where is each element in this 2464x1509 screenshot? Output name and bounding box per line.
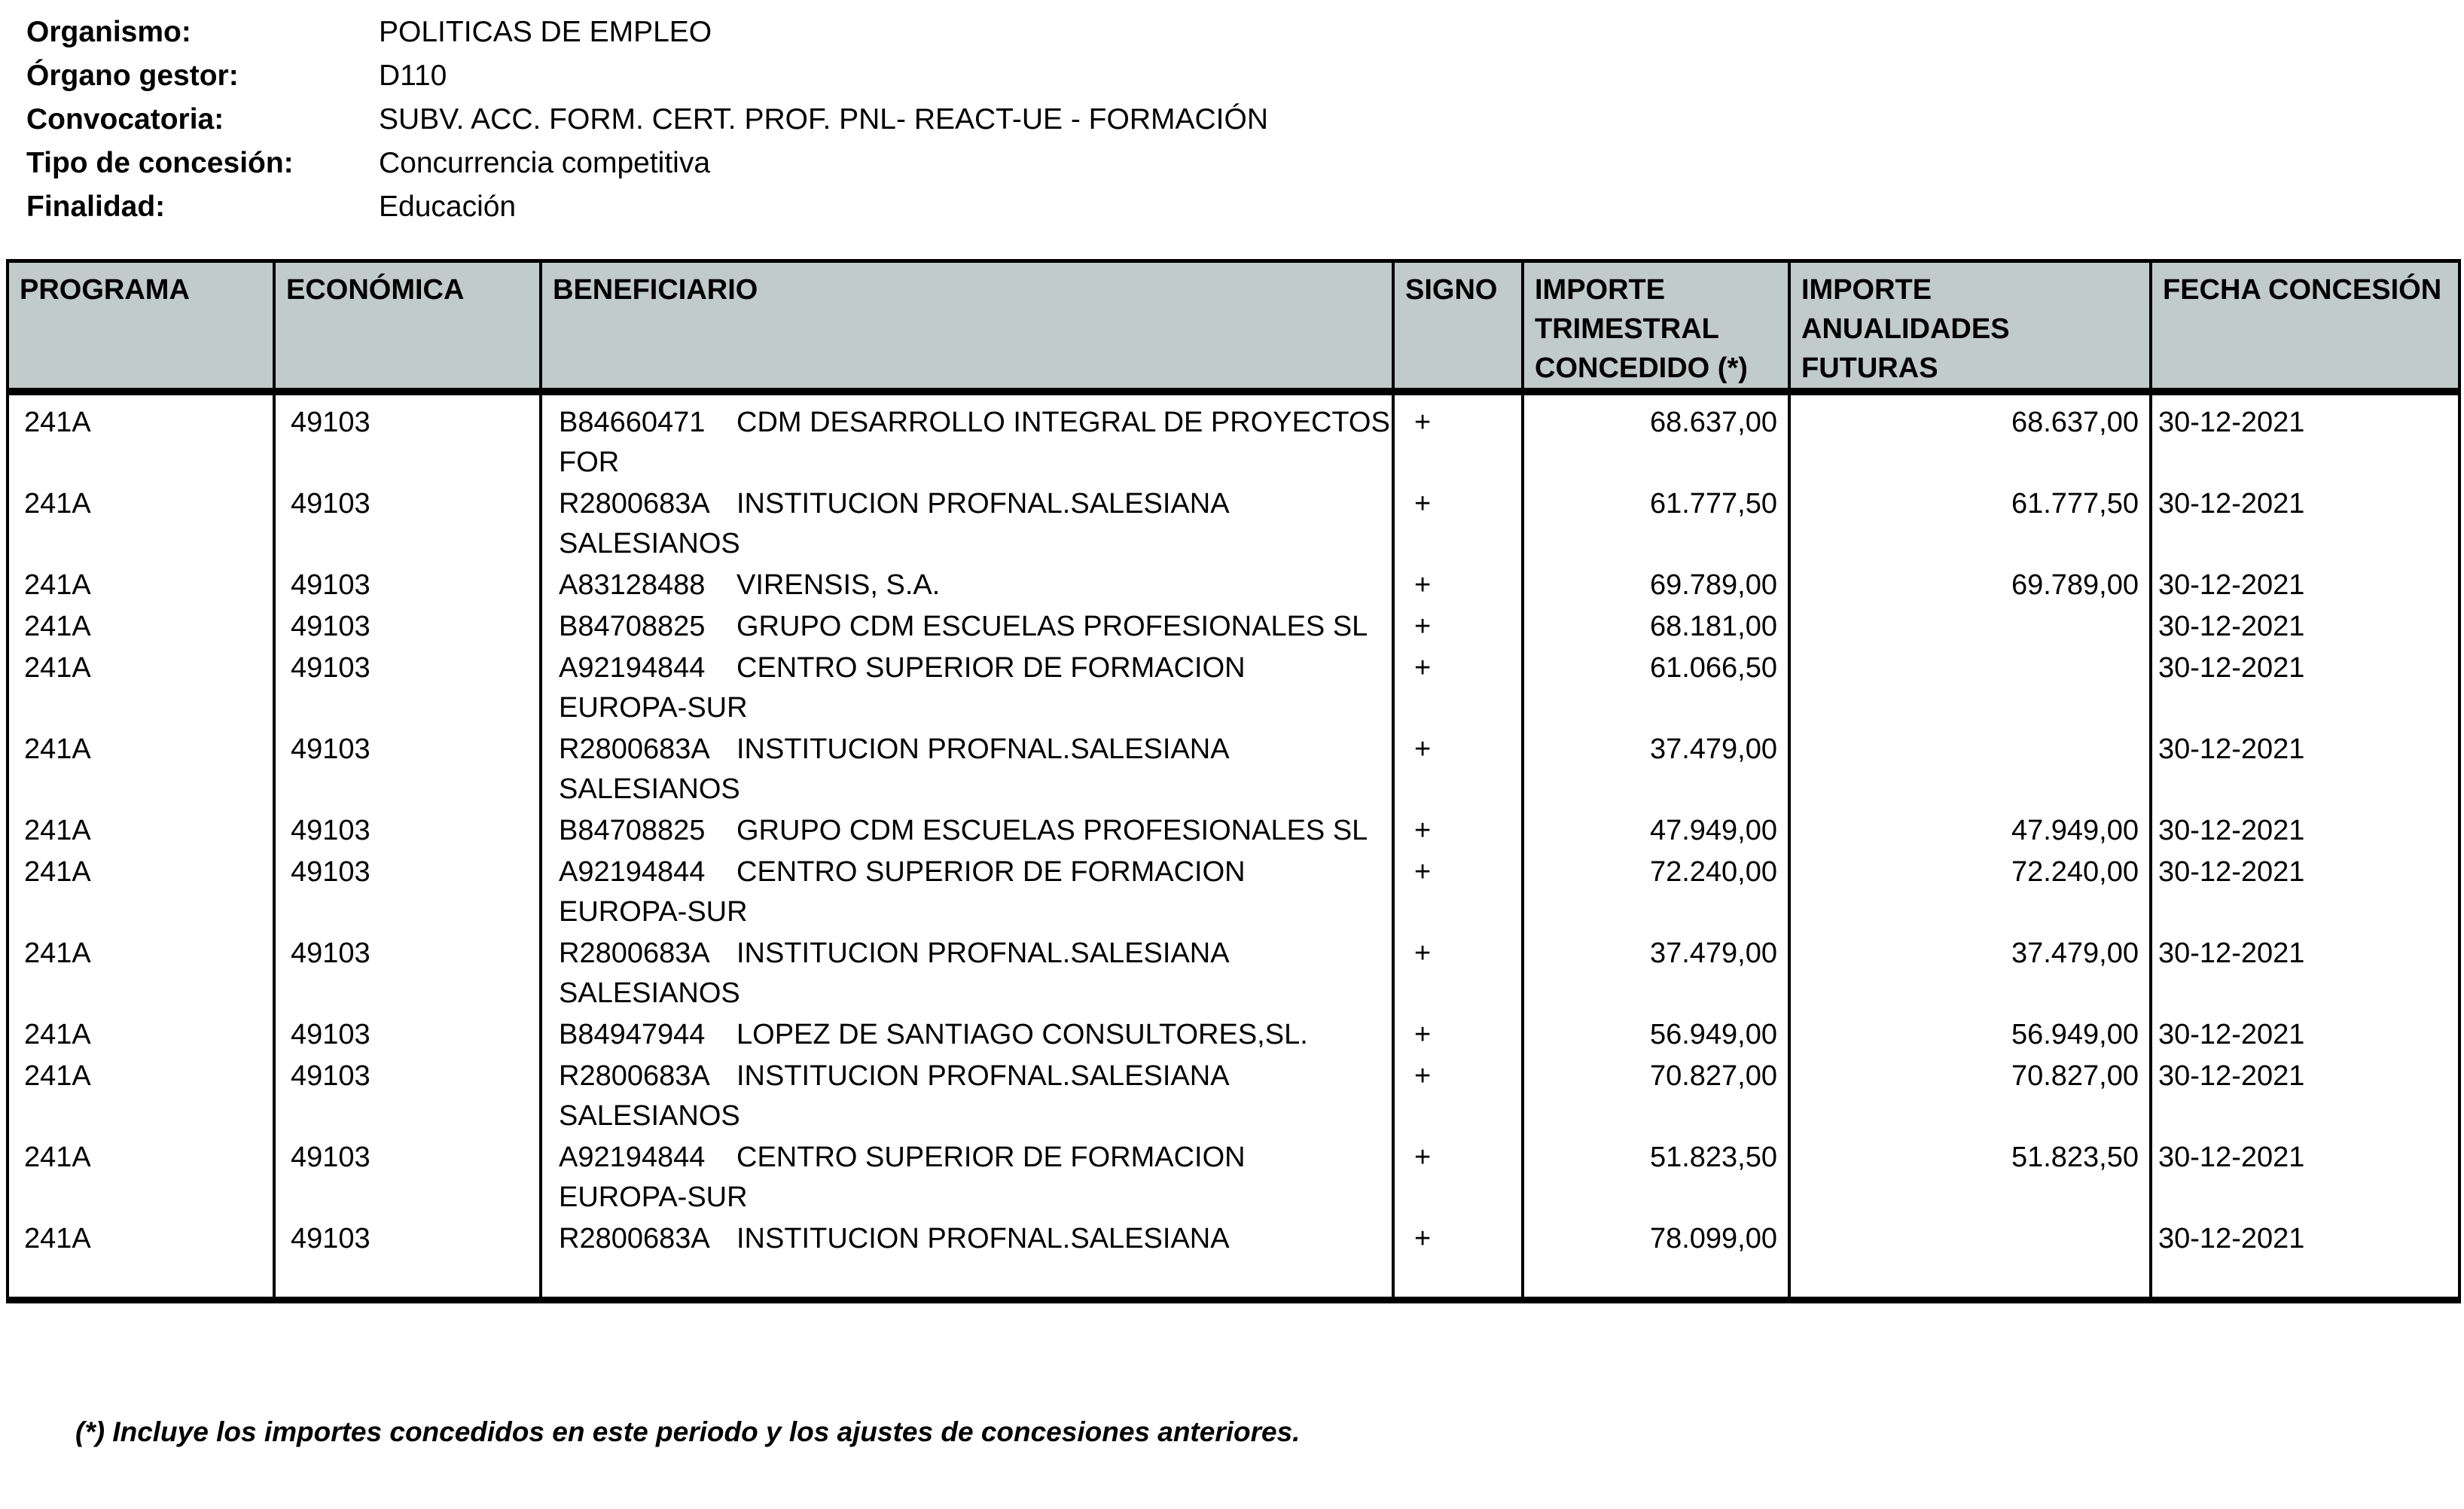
cell-fecha-concesion: 30-12-2021 [2151, 809, 2459, 851]
beneficiario-name-line2: EUROPA-SUR [559, 896, 748, 928]
cell-programa: 241A [8, 605, 274, 647]
beneficiario-name-line2: SALESIANOS [559, 977, 740, 1009]
grants-table [6, 259, 2461, 1303]
beneficiario-cif: R2800683A [559, 488, 710, 520]
cell-programa: 241A [8, 1136, 274, 1218]
header-cell-fecha-concesion [2151, 261, 2459, 392]
beneficiario-name-line2: SALESIANOS [559, 773, 740, 805]
cell-importe-trimestral: 68.637,00 [1523, 392, 1789, 483]
header-label: FECHA CONCESIÓN [2163, 274, 2442, 306]
cell-importe-trimestral: 68.181,00 [1523, 605, 1789, 647]
cell-beneficiario [541, 1218, 1393, 1300]
cell-programa: 241A [8, 564, 274, 605]
cell-importe-trimestral: 70.827,00 [1523, 1055, 1789, 1136]
cell-importe-trimestral: 61.066,50 [1523, 647, 1789, 728]
cell-economica: 49103 [274, 809, 541, 851]
table-row [8, 1014, 2459, 1055]
cell-fecha-concesion: 30-12-2021 [2151, 728, 2459, 809]
cell-signo: + [1393, 564, 1523, 605]
cell-importe-trimestral: 47.949,00 [1523, 809, 1789, 851]
beneficiario-cif: A92194844 [559, 1142, 706, 1173]
cell-fecha-concesion: 30-12-2021 [2151, 932, 2459, 1014]
cell-importe-anualidades: 51.823,50 [1789, 1136, 2151, 1218]
cell-fecha-concesion: 30-12-2021 [2151, 392, 2459, 483]
table-row [8, 483, 2459, 564]
header-label: IMPORTE [1535, 274, 1666, 306]
cell-economica: 49103 [274, 1136, 541, 1218]
beneficiario-line1 [559, 484, 1392, 524]
table-row [8, 1218, 2459, 1300]
beneficiario-line1 [559, 403, 1392, 443]
cell-fecha-concesion: 30-12-2021 [2151, 1055, 2459, 1136]
cell-fecha-concesion: 30-12-2021 [2151, 851, 2459, 932]
cell-beneficiario [541, 647, 1393, 728]
cell-signo: + [1393, 392, 1523, 483]
cell-economica: 49103 [274, 392, 541, 483]
cell-programa: 241A [8, 728, 274, 809]
cell-signo: + [1393, 1218, 1523, 1300]
meta-value: D110 [379, 59, 447, 92]
cell-programa: 241A [8, 483, 274, 564]
cell-importe-anualidades [1789, 647, 2151, 728]
meta-label: Convocatoria: [26, 103, 224, 136]
cell-fecha-concesion: 30-12-2021 [2151, 1218, 2459, 1300]
table-row [8, 1055, 2459, 1136]
beneficiario-cif: R2800683A [559, 1060, 710, 1092]
cell-signo: + [1393, 647, 1523, 728]
table-row [8, 809, 2459, 851]
cell-economica: 49103 [274, 605, 541, 647]
meta-field-convocatoria [26, 98, 2464, 142]
beneficiario-name: INSTITUCION PROFNAL.SALESIANA [736, 937, 1230, 969]
meta-field-organismo [26, 11, 2464, 54]
grants-table-body [8, 392, 2459, 1300]
cell-fecha-concesion: 30-12-2021 [2151, 605, 2459, 647]
cell-importe-anualidades: 70.827,00 [1789, 1055, 2151, 1136]
cell-economica: 49103 [274, 851, 541, 932]
cell-importe-anualidades: 68.637,00 [1789, 392, 2151, 483]
cell-fecha-concesion: 30-12-2021 [2151, 1136, 2459, 1218]
beneficiario-name-line2: FOR [559, 447, 620, 478]
beneficiario-cif: B84708825 [559, 815, 706, 846]
cell-fecha-concesion: 30-12-2021 [2151, 1014, 2459, 1055]
header-label: PROGRAMA [20, 274, 190, 306]
beneficiario-name: CENTRO SUPERIOR DE FORMACION [736, 652, 1246, 684]
beneficiario-line1 [559, 607, 1392, 647]
beneficiario-name: VIRENSIS, S.A. [736, 569, 941, 601]
beneficiario-name: INSTITUCION PROFNAL.SALESIANA [736, 733, 1230, 765]
cell-importe-trimestral: 37.479,00 [1523, 932, 1789, 1014]
beneficiario-line1 [559, 565, 1392, 605]
cell-programa: 241A [8, 1014, 274, 1055]
beneficiario-cif: R2800683A [559, 733, 710, 765]
header-label: ECONÓMICA [286, 274, 465, 306]
cell-fecha-concesion: 30-12-2021 [2151, 564, 2459, 605]
meta-label: Organismo: [26, 16, 191, 48]
cell-signo: + [1393, 728, 1523, 809]
cell-programa: 241A [8, 1055, 274, 1136]
cell-importe-anualidades: 72.240,00 [1789, 851, 2151, 932]
table-row [8, 932, 2459, 1014]
table-row [8, 605, 2459, 647]
beneficiario-name: INSTITUCION PROFNAL.SALESIANA [736, 1060, 1230, 1092]
cell-fecha-concesion: 30-12-2021 [2151, 483, 2459, 564]
cell-economica: 49103 [274, 1055, 541, 1136]
cell-beneficiario [541, 851, 1393, 932]
cell-economica: 49103 [274, 564, 541, 605]
beneficiario-cif: A92194844 [559, 652, 706, 684]
cell-importe-anualidades: 61.777,50 [1789, 483, 2151, 564]
cell-economica: 49103 [274, 932, 541, 1014]
cell-signo: + [1393, 605, 1523, 647]
meta-value: POLITICAS DE EMPLEO [379, 16, 712, 48]
cell-signo: + [1393, 1014, 1523, 1055]
cell-importe-trimestral: 51.823,50 [1523, 1136, 1789, 1218]
cell-importe-trimestral: 78.099,00 [1523, 1218, 1789, 1300]
beneficiario-line1 [559, 934, 1392, 974]
beneficiario-name-line2: EUROPA-SUR [559, 1181, 748, 1213]
beneficiario-name: CENTRO SUPERIOR DE FORMACION [736, 856, 1246, 888]
cell-signo: + [1393, 1055, 1523, 1136]
cell-beneficiario [541, 809, 1393, 851]
table-header-row [8, 261, 2459, 392]
beneficiario-line1 [559, 730, 1392, 770]
beneficiario-cif: A92194844 [559, 856, 706, 888]
cell-economica: 49103 [274, 1218, 541, 1300]
beneficiario-line1 [559, 1138, 1392, 1178]
header-cell-beneficiario [541, 261, 1393, 392]
beneficiario-name: LOPEZ DE SANTIAGO CONSULTORES,SL. [736, 1019, 1308, 1050]
beneficiario-name: CDM DESARROLLO INTEGRAL DE PROYECTOS [736, 407, 1390, 438]
beneficiario-name: GRUPO CDM ESCUELAS PROFESIONALES SL [736, 611, 1368, 642]
beneficiario-name-line2: EUROPA-SUR [559, 692, 748, 724]
table-row [8, 564, 2459, 605]
table-row [8, 728, 2459, 809]
cell-beneficiario [541, 1055, 1393, 1136]
header-cell-importe-anualidades [1789, 261, 2151, 392]
table-row [8, 392, 2459, 483]
cell-economica: 49103 [274, 647, 541, 728]
header-label: SIGNO [1405, 274, 1498, 306]
meta-label: Órgano gestor: [26, 59, 239, 92]
cell-beneficiario [541, 932, 1393, 1014]
beneficiario-cif: A83128488 [559, 569, 706, 601]
footnote: (*) Incluye los importes concedidos en este periodo y los ajustes de concesiones anteriores. [75, 1416, 1301, 1447]
cell-programa: 241A [8, 851, 274, 932]
beneficiario-cif: B84660471 [559, 407, 706, 438]
cell-importe-trimestral: 69.789,00 [1523, 564, 1789, 605]
meta-value: Educación [379, 191, 517, 223]
cell-beneficiario [541, 392, 1393, 483]
beneficiario-line1 [559, 852, 1392, 892]
header-label: FUTURAS [1801, 352, 1938, 384]
cell-importe-trimestral: 72.240,00 [1523, 851, 1789, 932]
cell-signo: + [1393, 809, 1523, 851]
beneficiario-name: INSTITUCION PROFNAL.SALESIANA [736, 1223, 1230, 1254]
cell-importe-anualidades: 37.479,00 [1789, 932, 2151, 1014]
cell-beneficiario [541, 1014, 1393, 1055]
cell-beneficiario [541, 564, 1393, 605]
cell-importe-anualidades [1789, 1218, 2151, 1300]
beneficiario-cif: R2800683A [559, 937, 710, 969]
cell-importe-anualidades: 47.949,00 [1789, 809, 2151, 851]
header-cell-importe-trimestral [1523, 261, 1789, 392]
cell-programa: 241A [8, 932, 274, 1014]
cell-signo: + [1393, 483, 1523, 564]
cell-importe-anualidades [1789, 728, 2151, 809]
beneficiario-line1 [559, 811, 1392, 851]
meta-field-organo-gestor [26, 54, 2464, 98]
beneficiario-name: GRUPO CDM ESCUELAS PROFESIONALES SL [736, 815, 1368, 846]
cell-programa: 241A [8, 809, 274, 851]
table-row [8, 851, 2459, 932]
beneficiario-name-line2: SALESIANOS [559, 528, 740, 559]
cell-importe-anualidades: 69.789,00 [1789, 564, 2151, 605]
beneficiario-name: CENTRO SUPERIOR DE FORMACION [736, 1142, 1246, 1173]
beneficiario-line1 [559, 1219, 1392, 1259]
document-meta [26, 11, 2464, 229]
cell-programa: 241A [8, 392, 274, 483]
cell-programa: 241A [8, 647, 274, 728]
header-cell-signo [1393, 261, 1523, 392]
cell-importe-anualidades: 56.949,00 [1789, 1014, 2151, 1055]
beneficiario-cif: B84947944 [559, 1019, 706, 1050]
header-cell-programa [8, 261, 274, 392]
beneficiario-name: INSTITUCION PROFNAL.SALESIANA [736, 488, 1230, 520]
header-label: TRIMESTRAL [1535, 313, 1719, 345]
cell-importe-trimestral: 56.949,00 [1523, 1014, 1789, 1055]
header-label: CONCEDIDO (*) [1535, 352, 1748, 384]
cell-beneficiario [541, 483, 1393, 564]
meta-value: Concurrencia competitiva [379, 147, 711, 179]
beneficiario-line1 [559, 648, 1392, 688]
cell-signo: + [1393, 932, 1523, 1014]
cell-importe-trimestral: 37.479,00 [1523, 728, 1789, 809]
cell-importe-anualidades [1789, 605, 2151, 647]
cell-importe-trimestral: 61.777,50 [1523, 483, 1789, 564]
cell-economica: 49103 [274, 483, 541, 564]
table-row [8, 1136, 2459, 1218]
cell-beneficiario [541, 605, 1393, 647]
header-cell-economica [274, 261, 541, 392]
cell-programa: 241A [8, 1218, 274, 1300]
cell-signo: + [1393, 1136, 1523, 1218]
table-row [8, 647, 2459, 728]
cell-beneficiario [541, 728, 1393, 809]
beneficiario-cif: B84708825 [559, 611, 706, 642]
beneficiario-line1 [559, 1015, 1392, 1055]
meta-label: Tipo de concesión: [26, 147, 294, 179]
cell-fecha-concesion: 30-12-2021 [2151, 647, 2459, 728]
beneficiario-name-line2: SALESIANOS [559, 1100, 740, 1132]
cell-economica: 49103 [274, 1014, 541, 1055]
header-label: BENEFICIARIO [553, 274, 758, 306]
meta-field-tipo-concesion [26, 142, 2464, 185]
meta-label: Finalidad: [26, 191, 166, 223]
header-label: ANUALIDADES [1801, 313, 2010, 345]
meta-field-finalidad [26, 185, 2464, 229]
cell-beneficiario [541, 1136, 1393, 1218]
beneficiario-cif: R2800683A [559, 1223, 710, 1254]
cell-signo: + [1393, 851, 1523, 932]
meta-value: SUBV. ACC. FORM. CERT. PROF. PNL- REACT-UE - FORMACIÓN [379, 103, 1268, 136]
cell-economica: 49103 [274, 728, 541, 809]
beneficiario-line1 [559, 1056, 1392, 1096]
header-label: IMPORTE [1801, 274, 1932, 306]
